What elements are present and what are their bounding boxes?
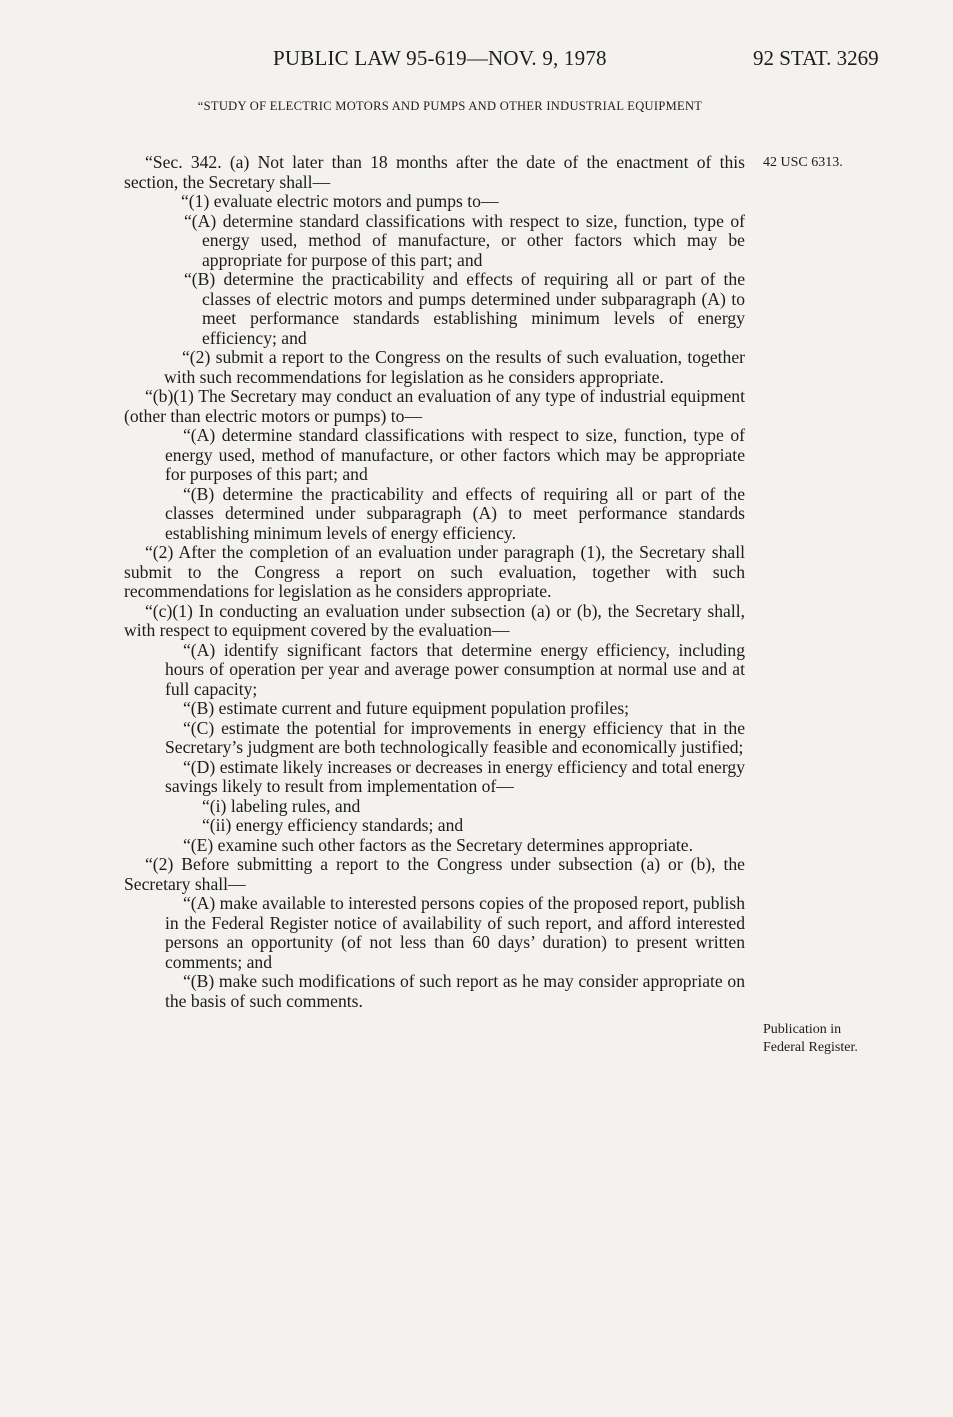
paragraph-c-1-D-i: “(i) labeling rules, and (202, 795, 361, 816)
paragraph-c-2-B: “(B) make such modifications of such report as he may consider appropriate on the basis of such comments. (165, 971, 745, 1011)
margin-note-publication-line1: Publication in (763, 1022, 842, 1037)
paragraph-c-1-D: “(D) estimate likely increases or decreases in energy efficiency and total energy savings likely to result from implementation of— (165, 756, 745, 796)
paragraph-c-2-A: “(A) make available to interested persons copies of the proposed report, publish in the Federal Register notice of availability of such report, and afford interested persons an opportunity (of not less than 60 days’ duration) to present written comments; and (165, 893, 745, 972)
section-body (124, 153, 745, 1011)
paragraph-b-1: “(b)(1) The Secretary may conduct an evaluation of any type of industrial equipment (other than electric motors or pumps) to— (124, 386, 745, 426)
paragraph-a-1-A: “(A) determine standard classifications with respect to size, function, type of energy used, method of manufacture, or other factors which may be appropriate for purpose of this part; and (184, 210, 745, 270)
paragraph-c-1-A: “(A) identify significant factors that determine energy efficiency, including hours of operation per year and average power consumption at normal use and at full capacity; (165, 639, 745, 699)
paragraph-c-1-B: “(B) estimate current and future equipment population profiles; (183, 698, 630, 718)
paragraph-b-1-B: “(B) determine the practicability and effects of requiring all or part of the classes determined under subparagraph (A) to meet performance standards establishing minimum levels of energy efficiency. (165, 483, 745, 543)
section-heading: “STUDY OF ELECTRIC MOTORS AND PUMPS AND OTHER INDUSTRIAL EQUIPMENT (197, 99, 703, 113)
paragraph-a-2: “(2) submit a report to the Congress on the results of such evaluation, together with such recommendations for legislation as he considers appropriate. (164, 347, 745, 387)
paragraph-a-1-B: “(B) determine the practicability and effects of requiring all or part of the classes of electric motors and pumps determined under subparagraph (A) to meet performance standards establishing minimum levels of energy efficiency; and (184, 269, 745, 348)
paragraph-a-1: “(1) evaluate electric motors and pumps to— (181, 191, 499, 211)
margin-note-usc: 42 USC 6313. (763, 155, 843, 170)
paragraph-c-1-C: “(C) estimate the potential for improvements in energy efficiency that in the Secretary’s judgment are both technologically feasible and economically justified; (165, 717, 745, 757)
paragraph-c-2: “(2) Before submitting a report to the Congress under subsection (a) or (b), the Secretary shall— (124, 854, 745, 894)
paragraph-c-1-D-ii: “(ii) energy efficiency standards; and (202, 815, 464, 835)
paragraph-sec-342-a: “Sec. 342. (a) Not later than 18 months after the date of the enactment of this section, the Secretary shall— (124, 152, 745, 192)
page-header-stat: 92 STAT. 3269 (753, 46, 879, 70)
paragraph-b-2: “(2) After the completion of an evaluation under paragraph (1), the Secretary shall submit to the Congress a report on such evaluation, together with such recommendations for legislation as he considers appropriate. (124, 542, 745, 601)
paragraph-c-1-E: “(E) examine such other factors as the Secretary determines appropriate. (183, 834, 693, 855)
margin-note-publication-line2: Federal Register. (763, 1040, 858, 1055)
page-header-title: PUBLIC LAW 95-619—NOV. 9, 1978 (273, 46, 607, 70)
paragraph-b-1-A: “(A) determine standard classifications with respect to size, function, type of energy used, method of manufacture, or other factors which may be appropriate for purposes of this part; and (165, 425, 745, 484)
paragraph-c-1: “(c)(1) In conducting an evaluation under subsection (a) or (b), the Secretary shall, with respect to equipment covered by the evaluation— (124, 600, 745, 640)
